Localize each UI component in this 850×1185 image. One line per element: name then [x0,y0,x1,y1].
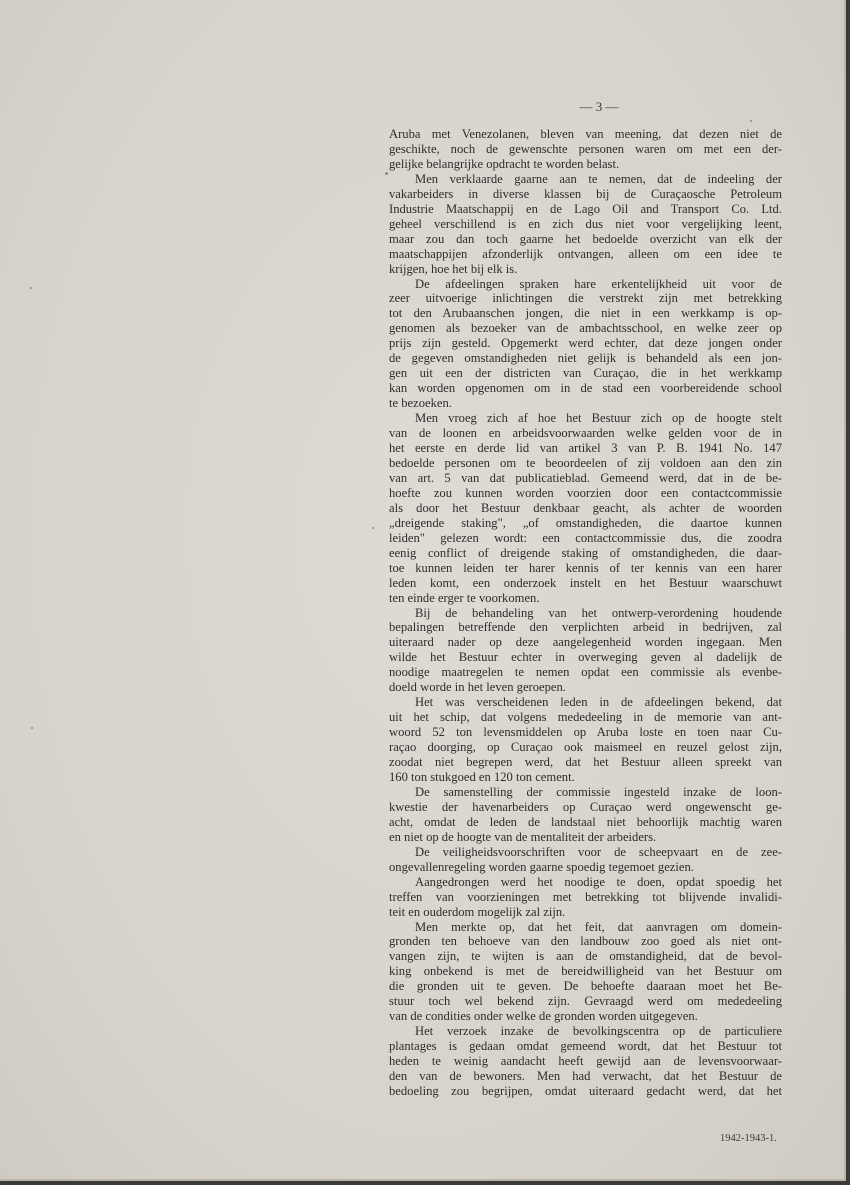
text-line: De veiligheidsvoorschriften voor de scheepvaart en de zee- [415,844,782,859]
text-line: gen uit een der districten van Curaçao, die in het werkkamp [389,366,782,381]
text-line: teit en ouderdom mogelijk zal zijn. [389,904,566,919]
text-line: stuur toch wel bekend zijn. Gevraagd werd om mededeeling [389,994,782,1009]
text-line: De afdeelingen spraken hare erkentelijkheid uit voor de [415,276,782,291]
text-line: toe kunnen leiden ter harer kennis of ter kennis van een harer [389,560,782,575]
text-line: Aangedrongen werd het noodige te doen, opdat spoedig het [415,874,782,889]
text-line: zoodat niet begrepen werd, dat het Bestuur alleen spreekt van [389,755,782,770]
text-line: uiteraard nader op deze aangelegenheid worden ingegaan. Men [389,635,782,650]
text-line: bedoeling zou begrijpen, omdat uiteraard gedacht werd, dat het [389,1084,782,1098]
text-line: maar zou dan toch gaarne het bedoelde overzicht van elk der [389,231,782,246]
text-line: vakarbeiders in diverse klassen bij de Curaçaosche Petroleum [389,186,782,201]
text-line: en niet op de hoogte van de mentaliteit der arbeiders. [389,829,657,844]
text-line: Het was verscheidenen leden in de afdeelingen bekend, dat [415,695,782,710]
text-line: doeld worde in het leven geroepen. [389,680,566,695]
text-line: van de condities onder welke de gronden worden uitgegeven. [389,1009,698,1024]
text-line: noodige maatregelen te nemen opdat een commissie als evenbe- [389,665,782,680]
text-line: als door het Bestuur denkbaar geacht, als achter de woorden [389,500,782,515]
text-line: van de loonen en arbeidsvoorwaarden welke gelden voor de in [389,426,782,441]
text-line: het eerste en derde lid van artikel 3 van P. B. 1941 No. 147 [389,441,782,456]
text-line: leiden" gelezen wordt: een contactcommissie dus, die zoodra [389,530,782,545]
footer-reference: 1942-1943-1. [720,1133,777,1144]
text-line: Men verklaarde gaarne aan te nemen, dat de indeeling der [415,171,782,186]
text-line: gelijke belangrijke opdracht te worden belast. [389,156,620,171]
text-line: eenig conflict of dreigende staking of omstandigheden, die daar- [389,545,782,560]
text-line: geheel verschillend is en zich dus niet voor vergelijking leent, [389,216,782,231]
text-line: uit het schip, dat volgens mededeeling in de memorie van ant- [389,710,782,725]
text-line: Men merkte op, dat het feit, dat aanvragen om domein- [415,919,782,934]
paper-speck [385,172,388,175]
text-line: maatschappijen afzonderlijk ontvangen, alleen om een idee te [389,246,782,261]
text-line: gronden ten behoeve van den landbouw zoo goed als niet ont- [389,934,782,949]
text-line: den van de bewoners. Men had verwacht, dat het Bestuur de [389,1069,782,1084]
text-line: raçao doorging, op Curaçao ook maismeel en reuzel gelost zijn, [389,740,782,755]
text-line: „dreigende staking", „of omstandigheden, die daartoe kunnen [389,515,782,530]
text-line: ongevallenregeling worden gaarne spoedig tegemoet gezien. [389,859,694,874]
text-line: Bij de behandeling van het ontwerp-verordening houdende [415,605,782,620]
page-number: — 3 — [579,99,619,114]
text-line: zeer uitvoerige inlichtingen die verstrekt zijn met betrekking [389,291,782,306]
text-line: leden komt, een onderzoek instelt en het Bestuur waarschuwt [389,575,782,590]
paper-speck [30,287,32,289]
text-line: kan worden opgenomen om in de stad een voorbereidende school [389,381,782,396]
text-line: heden te weinig aandacht heeft gewijd aan de levensvoorwaar- [389,1054,782,1069]
text-line: woord 52 ton levensmiddelen op Aruba loste en toen naar Cu- [389,725,782,740]
text-line: wilde het Bestuur echter in overweging geven al dadelijk de [389,650,782,665]
text-line: Het verzoek inzake de bevolkingscentra op de particuliere [415,1024,782,1039]
text-line: die gronden uit te geven. De behoefte daaraan moet het Be- [389,979,782,994]
text-line: 160 ton stukgoed en 120 ton cement. [389,769,575,784]
text-line: vangen zijn, te wijten is aan de omstandigheid, dat de bevol- [389,949,782,964]
text-line: bepalingen betreffende den verplichten arbeid in bedrijven, zal [389,620,782,635]
text-line: Men vroeg zich af hoe het Bestuur zich op de hoogte stelt [415,411,782,426]
text-line: acht, omdat de leden de landstaal niet behoorlijk machtig waren [389,814,782,829]
text-line: treffen van voorzieningen met betrekking tot blijvende invalidi- [389,889,782,904]
text-line: bedoelde personen om te beoordeelen of zij voldoen aan den zin [389,455,782,470]
text-line: prijs zijn gesteld. Opgemerkt werd echter, dat deze jongen onder [389,336,782,351]
text-line: hoefte zou kunnen worden voorzien door een contactcommissie [389,485,782,500]
text-line: de gegeven omstandigheden niet gelijk is behandeld als een jon- [389,351,782,366]
text-line: tot den Arubaanschen jongen, die niet in een werkkamp is op- [389,306,782,321]
text-line: Industrie Maatschappij en de Lago Oil and Transport Co. Ltd. [389,201,782,216]
text-line: krijgen, hoe het bij elk is. [389,261,518,276]
text-line: plantages is gedaan omdat gemeend wordt, dat het Bestuur tot [389,1039,782,1054]
text-line: king onbekend is met de bereidwilligheid van het Bestuur om [389,964,782,979]
paper-speck [750,120,752,122]
text-line: van art. 5 van dat publicatieblad. Gemeend werd, dat in de be- [389,470,782,485]
paper-speck [372,527,374,529]
text-line: ten einde erger te voorkomen. [389,590,540,605]
text-line: kwestie der havenarbeiders op Curaçao werd ongewenscht ge- [389,799,782,814]
text-line: geschikte, noch de gewenschte personen waren om met een der- [389,141,782,156]
body-text [389,127,782,1099]
text-line: Aruba met Venezolanen, bleven van meening, dat dezen niet de [389,127,782,141]
text-line: te bezoeken. [389,396,452,411]
paper-speck [31,727,33,729]
text-line: genomen als bezoeker van de ambachtsschool, en welke zeer op [389,321,782,336]
text-line: De samenstelling der commissie ingesteld inzake de loon- [415,784,782,799]
